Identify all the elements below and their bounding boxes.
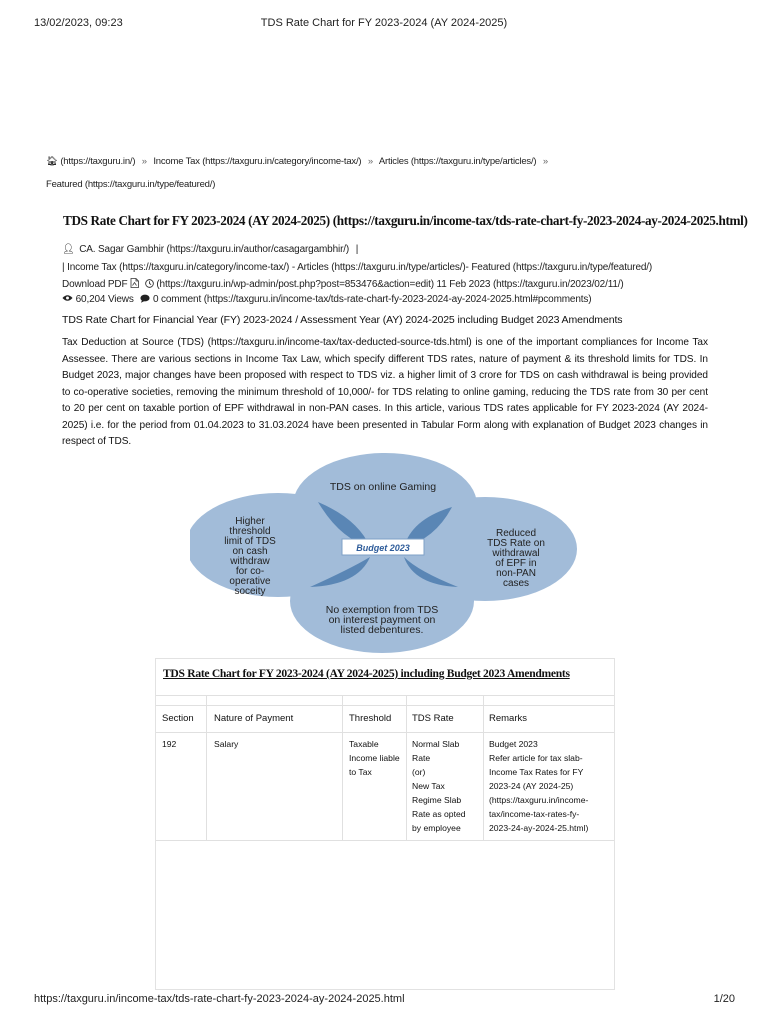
- print-date: 13/02/2023, 09:23: [34, 17, 123, 29]
- table-rule: [156, 705, 614, 706]
- print-url: https://taxguru.in/income-tax/tds-rate-chart-fy-2023-2024-ay-2024-2025.html: [34, 993, 405, 1005]
- categories-line[interactable]: | Income Tax (https://taxguru.in/category/income-tax/) - Articles (https://taxguru.in/type/articles/)- Featured (https://taxguru.in/type/featured/): [62, 262, 653, 273]
- eye-icon: [62, 294, 76, 305]
- author-line: [62, 244, 358, 255]
- cell-section: 192: [162, 739, 177, 749]
- page-number: 1/20: [713, 993, 735, 1005]
- diagram-bottom-label-line: listed debentures.: [340, 624, 424, 636]
- cell-line: Regime Slab: [412, 795, 462, 805]
- diagram-right-label-line: of EPF in: [495, 558, 537, 569]
- cell-line[interactable]: tax/income-tax-rates-fy-: [489, 809, 580, 819]
- table-rule: [406, 695, 407, 840]
- cell-threshold: [349, 737, 401, 779]
- diagram-left-label-line: soceity: [234, 586, 266, 597]
- diagram-bottom-label-line: No exemption from TDS: [325, 604, 439, 616]
- cell-line: Rate as opted: [412, 809, 466, 819]
- print-title: TDS Rate Chart for FY 2023-2024 (AY 2024-2025): [260, 17, 508, 29]
- diagram-left-label-line: withdraw: [230, 556, 270, 567]
- breadcrumb-home[interactable]: (https://taxguru.in/): [60, 156, 136, 167]
- cell-tds-rate: [412, 737, 478, 835]
- table-title: TDS Rate Chart for FY 2023-2024 (AY 2024-2025) including Budget 2023 Amendments: [163, 667, 570, 680]
- diagram-top-label-line: TDS on online Gaming: [329, 481, 437, 493]
- cell-line: Refer article for tax slab-: [489, 753, 583, 763]
- table-rule: [156, 840, 614, 841]
- diagram-center-label: Budget 2023: [356, 543, 410, 553]
- breadcrumb-featured[interactable]: Featured (https://taxguru.in/type/featured/): [46, 179, 216, 190]
- edit-date-link[interactable]: (https://taxguru.in/wp-admin/post.php?post=853476&action=edit) 11 Feb 2023 (https://taxguru.in/2023/02/11/): [156, 279, 624, 290]
- download-line: [62, 278, 624, 290]
- author-link[interactable]: CA. Sagar Gambhir (https://taxguru.in/author/casagargambhir/): [79, 244, 350, 255]
- cell-line: Normal Slab: [412, 739, 460, 749]
- pdf-icon[interactable]: [130, 279, 142, 290]
- cell-line: by employee: [412, 823, 461, 833]
- header-threshold: Threshold: [349, 713, 392, 724]
- cell-line: Rate: [412, 753, 431, 763]
- diagram-left-label-line: for co-: [235, 566, 265, 577]
- tds-rate-table: [155, 658, 615, 990]
- diagram-left-label-line: limit of TDS: [224, 536, 276, 547]
- home-icon[interactable]: 🏠︎: [46, 156, 58, 167]
- cell-line: New Tax: [412, 781, 445, 791]
- breadcrumb-separator: »: [542, 156, 548, 167]
- table-rule: [342, 695, 343, 840]
- cell-line: Income Tax Rates for FY: [489, 767, 584, 777]
- author-separator: |: [355, 244, 359, 255]
- breadcrumb-separator: »: [367, 156, 373, 167]
- cell-line: Income liable: [349, 753, 400, 763]
- diagram-right-label-line: cases: [502, 578, 530, 589]
- header-remarks: Remarks: [489, 713, 528, 724]
- header-tds-rate: TDS Rate: [412, 713, 454, 724]
- diagram-right-label-line: Reduced: [495, 528, 537, 539]
- breadcrumb-income-tax[interactable]: Income Tax (https://taxguru.in/category/income-tax/): [153, 156, 362, 167]
- diagram-left-label-line: operative: [229, 576, 271, 587]
- breadcrumb: [46, 156, 552, 167]
- table-rule: [206, 695, 207, 840]
- header-section: Section: [162, 713, 194, 724]
- table-rule: [156, 732, 614, 733]
- article-lead: TDS Rate Chart for Financial Year (FY) 2023-2024 / Assessment Year (AY) 2024-2025 including Budget 2023 Amendments: [62, 314, 623, 326]
- budget-2023-diagram: [190, 447, 590, 655]
- cell-line: to Tax: [349, 767, 372, 777]
- views-count: 60,204 Views: [75, 294, 134, 305]
- article-title[interactable]: TDS Rate Chart for FY 2023-2024 (AY 2024-2025) (https://taxguru.in/income-tax/tds-rate-chart-fy-2023-2024-ay-2024-2025.html): [63, 213, 748, 228]
- diagram-right-label-line: withdrawal: [492, 548, 540, 559]
- diagram-right-label-line: non-PAN: [496, 568, 536, 579]
- article-body: Tax Deduction at Source (TDS) (https://taxguru.in/income-tax/tax-deducted-source-tds.html) is one of the important compliances for Income Tax Assessee. There are various sections in Income Tax Law, which specify different TDS rates, nature of payment & its threshold limits for TDS. In Budget 2023, major changes have been proposed with respect to TDS viz. a higher limit of 3 crore for TDS on cash withdrawal is being provided to co-operative societies, removing the minimum threshold of 10,000/- for TDS relating to online gaming, reducing the TDS rate from 30 per cent to 20 per cent on taxable portion of EPF withdrawal in non-PAN cases. In this article, various TDS rates applicable for FY 2023-2024 (AY 2024-2025) i.e. for the period from 01.04.2023 to 31.03.2024 have been presented in Tabular Form along with explanation of Budget 2023 changes in respect of TDS.: [62, 337, 708, 447]
- comments-link[interactable]: 0 comment (https://taxguru.in/income-tax/tds-rate-chart-fy-2023-2024-ay-2024-2025.html#pcomments): [152, 294, 592, 305]
- diagram-left-label-line: threshold: [229, 526, 271, 537]
- cell-remarks: [489, 737, 608, 835]
- diagram-left-label-line: Higher: [235, 516, 265, 527]
- user-icon: 👤︎: [62, 244, 75, 255]
- cell-line: Taxable: [349, 739, 379, 749]
- cell-line[interactable]: (https://taxguru.in/income-: [489, 795, 589, 805]
- breadcrumb-articles[interactable]: Articles (https://taxguru.in/type/articles/): [378, 156, 537, 167]
- diagram-left-label-line: on cash: [232, 546, 268, 557]
- diagram-circle-bottom: [290, 549, 474, 653]
- cell-line: (or): [412, 767, 426, 777]
- cell-line[interactable]: 2023-24 (AY 2024-25): [489, 781, 574, 791]
- table-rule: [156, 695, 614, 696]
- breadcrumb-separator: »: [141, 156, 147, 167]
- cell-line: Budget 2023: [489, 739, 538, 749]
- cell-nature: Salary: [214, 739, 239, 749]
- download-pdf-link[interactable]: Download PDF: [62, 279, 128, 290]
- clock-icon: [145, 279, 157, 290]
- stats-line: [62, 294, 591, 305]
- diagram-right-label-line: TDS Rate on: [487, 538, 545, 549]
- table-rule: [483, 695, 484, 840]
- header-nature: Nature of Payment: [214, 713, 294, 724]
- diagram-bottom-label-line: on interest payment on: [328, 614, 436, 626]
- cell-line[interactable]: 2023-24-ay-2024-25.html): [489, 823, 589, 833]
- comment-icon: [140, 294, 153, 305]
